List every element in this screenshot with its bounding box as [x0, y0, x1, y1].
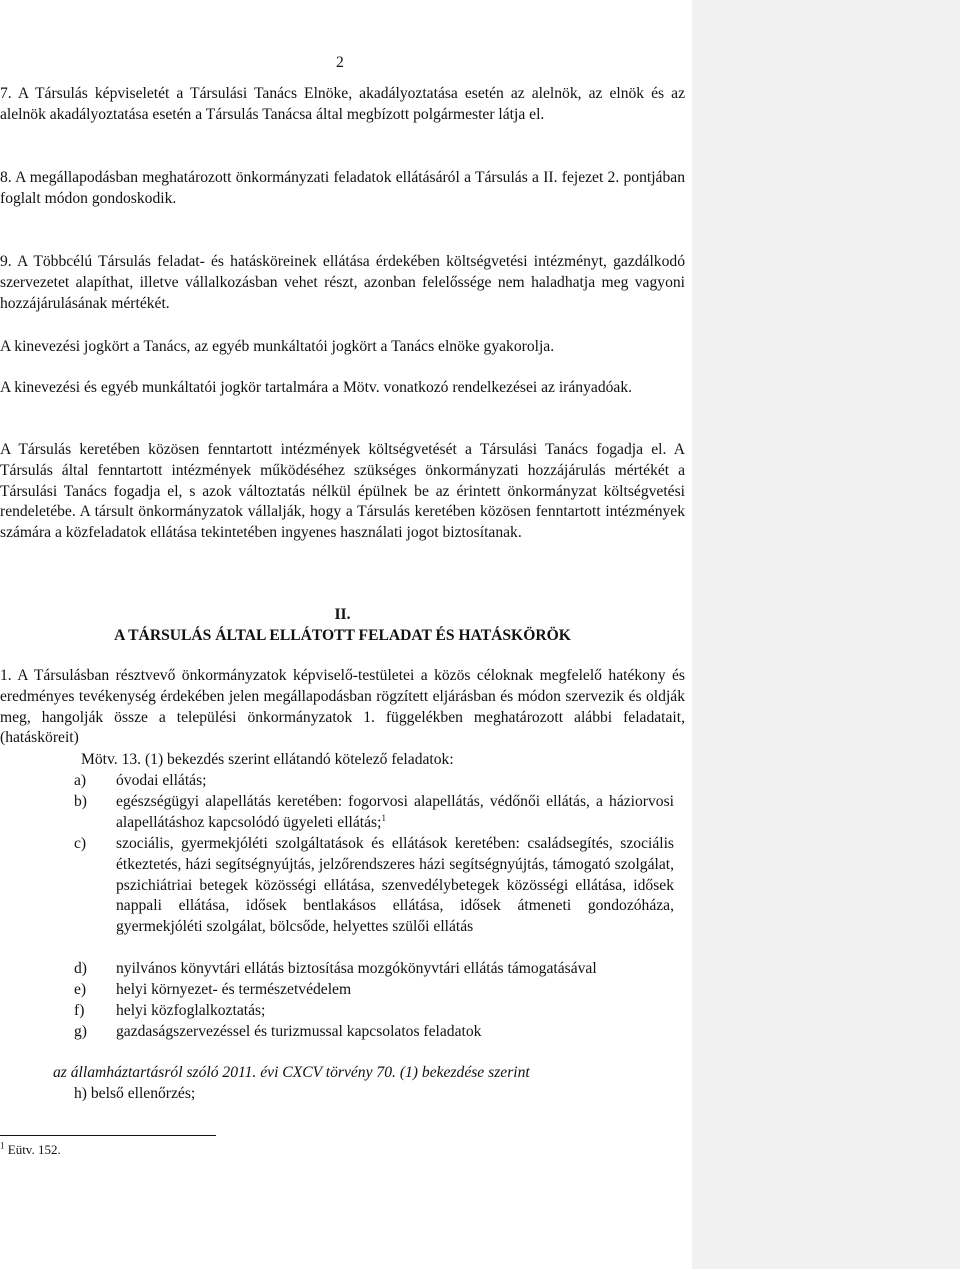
list-item-a — [74, 771, 674, 792]
footnote — [0, 1140, 61, 1161]
paragraph-7: 7. A Társulás képviseletét a Társulási Tanács Elnöke, akadályoztatása esetén az alelnök, az elnök és az alelnök akadályoztatása esetén a Társulás Tanácsa által megbízott polgármester látja el. — [0, 85, 685, 123]
footnote-separator — [0, 1135, 216, 1136]
item-text: gazdaságszervezéssel és turizmussal kapcsolatos feladatok — [116, 1023, 482, 1040]
italic-note: az államháztartásról szóló 2011. évi CXCV törvény 70. (1) bekezdése szerint — [53, 1064, 530, 1081]
footnote-ref[interactable]: 1 — [381, 812, 386, 823]
item-text: óvodai ellátás; — [116, 772, 207, 789]
paragraph-appointment-rights: A kinevezési jogkört a Tanács, az egyéb munkáltatói jogkört a Tanács elnöke gyakorolja. — [0, 338, 555, 355]
footnote-text: Eütv. 152. — [4, 1142, 61, 1157]
list-item-d — [74, 959, 674, 980]
section-number: II. — [334, 606, 351, 623]
item-text: egészségügyi alapellátás keretében: fogorvosi alapellátás, védőnői ellátás, a háziorvosi alapellátáshoz kapcsolódó ügyeleti ellátás; — [116, 793, 674, 831]
mots-line: Mötv. 13. (1) bekezdés szerint ellátandó kötelező feladatok: — [81, 751, 454, 768]
section-intro: 1. A Társulásban résztvevő önkormányzatok képviselő-testületei a közös céloknak megfelelő hatékony és eredményes tevékenység érdekében jelen megállapodásban rögzített eljárásban és módon szervezik és oldják meg, hangolják össze a települési önkormányzatok 1. függelékben meghatározott alábbi feladatait, (hatásköreit) — [0, 667, 685, 747]
item-letter: b) — [74, 793, 87, 810]
item-letter: d) — [74, 960, 87, 977]
list-item-b — [74, 792, 674, 834]
item-letter: g) — [74, 1023, 87, 1040]
item-letter: f) — [74, 1002, 85, 1019]
paragraph-employer-rights: A kinevezési és egyéb munkáltatói jogkör tartalmára a Mötv. vonatkozó rendelkezései az irányadóak. — [0, 379, 633, 396]
item-text: nyilvános könyvtári ellátás biztosítása mozgókönyvtári ellátás támogatásával — [116, 960, 597, 977]
page-number: 2 — [336, 54, 344, 71]
item-text: helyi közfoglalkoztatás; — [116, 1002, 266, 1019]
section-title: A TÁRSULÁS ÁLTAL ELLÁTOTT FELADAT ÉS HATÁSKÖRÖK — [114, 627, 571, 644]
item-text: helyi környezet- és természetvédelem — [116, 981, 352, 998]
list-item-f — [74, 1001, 674, 1022]
comment-sidebar — [692, 0, 960, 1269]
list-item-e — [74, 980, 674, 1001]
paragraph-9: 9. A Többcélú Társulás feladat- és hatásköreinek ellátása érdekében költségvetési intézményt, gazdálkodó szervezetet alapíthat, illetve vállalkozásban vehet részt, azonban felelőssége nem haladhatja meg vagyoni hozzájárulásának mértékét. — [0, 253, 685, 312]
paragraph-8: 8. A megállapodásban meghatározott önkormányzati feladatok ellátásáról a Társulás a II. fejezet 2. pontjában foglalt módon gondoskodik. — [0, 169, 685, 207]
footnote-marker: 1 — [0, 1140, 5, 1151]
list-item-h: h) belső ellenőrzés; — [74, 1085, 196, 1102]
item-letter: c) — [74, 835, 87, 852]
item-letter: a) — [74, 772, 87, 789]
item-letter: e) — [74, 981, 87, 998]
item-text: szociális, gyermekjóléti szolgáltatások és ellátások keretében: családsegítés, szociális étkeztetés, házi segítségnyújtás, jelzőrendszeres házi segítségnyújtás, támogató szolgálat, pszichiátriai betegek közösségi ellátása, szenvedélybetegek közösségi ellátása, idősek nappali ellátása, idősek bentlakásos ellátása, idősek átmeneti gondozóháza, gyermekjóléti szolgálat, bölcsőde, helyettes szülői ellátás — [116, 835, 674, 936]
paragraph-budget: A Társulás keretében közösen fenntartott intézmények költségvetését a Társulási Tanács fogadja el. A Társulás által fenntartott intézmények működéséhez szükséges önkormányzati hozzájárulás mértékét a Társulási Tanács fogadja el, s azok változtatás nélkül épülnek be az érintett önkormányzat költségvetési rendeletébe. A társult önkormányzatok vállalják, hogy a Társulás keretében közösen fenntartott intézmények számára a közfeladatok ellátása tekintetében ingyenes használati jogot biztosítanak. — [0, 441, 685, 542]
list-item-g — [74, 1022, 674, 1043]
list-item-c — [74, 834, 674, 938]
